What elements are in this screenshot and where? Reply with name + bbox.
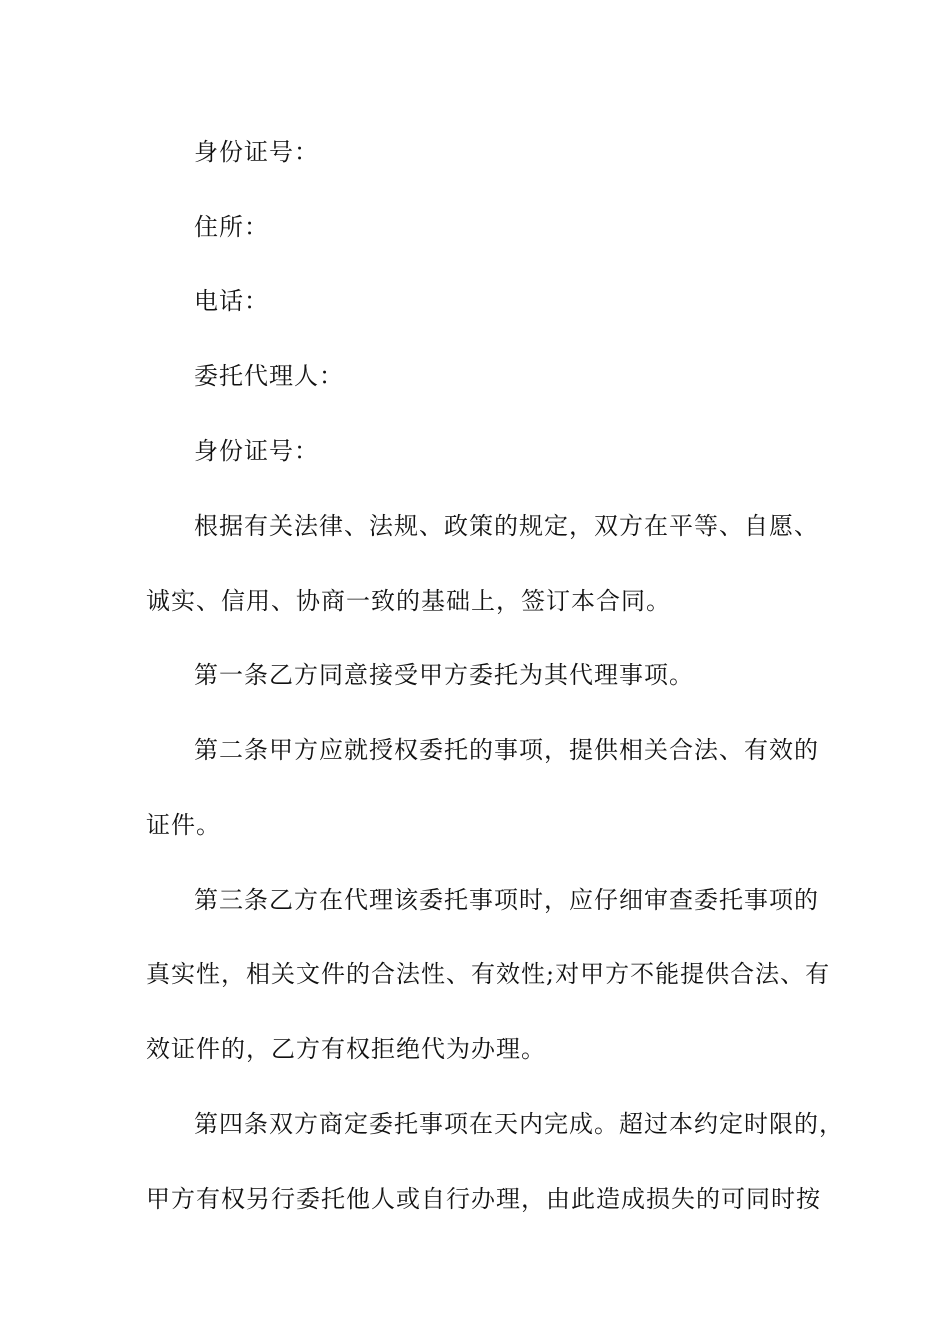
- phone-label: 电话：: [194, 287, 269, 315]
- address-label: 住所：: [194, 213, 269, 241]
- agent-label: 委托代理人：: [194, 362, 344, 390]
- id-number-label: 身份证号：: [194, 138, 319, 166]
- preamble-line-2: 诚实、信用、协商一致的基础上，签订本合同。: [146, 587, 671, 615]
- article-3-line-2: 真实性，相关文件的合法性、有效性;对甲方不能提供合法、有: [146, 960, 831, 988]
- agent-id-number-label: 身份证号：: [194, 437, 319, 465]
- article-1: 第一条乙方同意接受甲方委托为其代理事项。: [194, 661, 694, 689]
- article-3-line-3: 效证件的，乙方有权拒绝代为办理。: [146, 1035, 546, 1063]
- article-4-line-1: 第四条双方商定委托事项在天内完成。超过本约定时限的，: [194, 1110, 844, 1138]
- article-2-line-2: 证件。: [146, 811, 221, 839]
- article-2-line-1: 第二条甲方应就授权委托的事项，提供相关合法、有效的: [194, 736, 819, 764]
- article-4-line-2: 甲方有权另行委托他人或自行办理，由此造成损失的可同时按: [146, 1185, 821, 1213]
- article-3-line-1: 第三条乙方在代理该委托事项时，应仔细审查委托事项的: [194, 886, 819, 914]
- preamble-line-1: 根据有关法律、法规、政策的规定，双方在平等、自愿、: [194, 512, 819, 540]
